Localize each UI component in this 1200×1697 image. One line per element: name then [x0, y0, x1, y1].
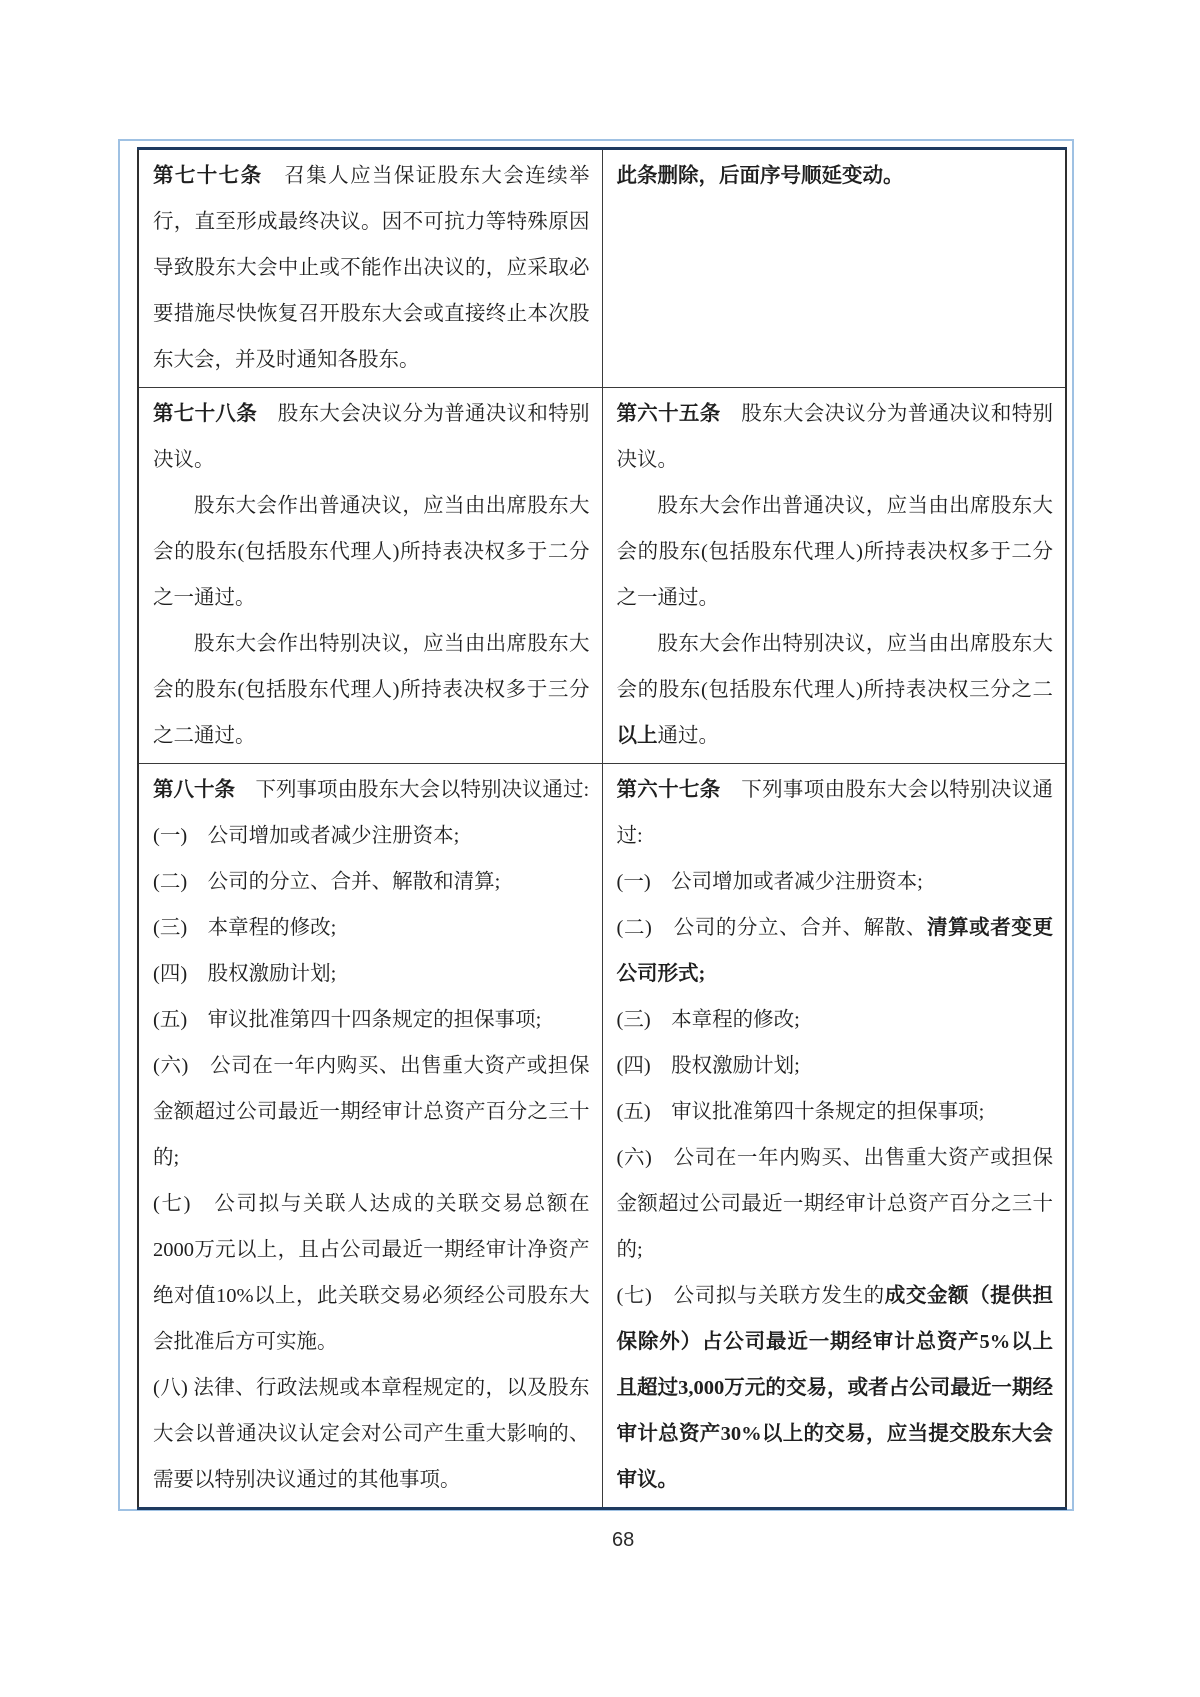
text-segment: 股东大会决议分为普通决议和特别决议。 [153, 403, 590, 471]
text-segment: (四) 股权激励计划; [153, 963, 337, 985]
text-segment: (五) 审议批准第四十四条规定的担保事项; [153, 1009, 542, 1031]
text-segment: 下列事项由股东大会以特别决议通过: [235, 779, 590, 801]
text-segment-bold: 清算或者变更公司形式; [616, 917, 1054, 985]
text-segment: 召集人应当保证股东大会连续举行，直至形成最终决议。因不可抗力等特殊原因导致股东大会中止或不能作出决议的，应采取必要措施尽快恢复召开股东大会或直接终止本次股东大会，并及时通知各股东。 [153, 165, 590, 371]
text-segment-bold: 第八十条 [153, 779, 235, 801]
text-segment: (一) 公司增加或者减少注册资本; [153, 825, 460, 847]
clause-paragraph [153, 813, 590, 859]
text-segment: (二) 公司的分立、合并、解散和清算; [153, 871, 501, 893]
clause-paragraph [153, 1365, 590, 1503]
text-segment: (一) 公司增加或者减少注册资本; [616, 871, 923, 893]
text-segment: 通过。 [657, 725, 719, 747]
new-clause-cell [602, 149, 1066, 388]
page-border-box [118, 139, 1074, 1511]
clause-paragraph [153, 391, 590, 483]
text-segment: (三) 本章程的修改; [616, 1009, 800, 1031]
clause-paragraph [153, 483, 590, 621]
clause-paragraph [617, 859, 1054, 905]
table-row [138, 149, 1066, 388]
text-segment: (四) 股权激励计划; [616, 1055, 800, 1077]
text-segment-bold: 第六十五条 [616, 403, 721, 425]
clause-paragraph [153, 1181, 590, 1365]
clause-paragraph [617, 621, 1054, 759]
clause-paragraph [153, 767, 590, 813]
clause-paragraph [153, 859, 590, 905]
clause-paragraph [617, 905, 1054, 997]
clause-paragraph [617, 1043, 1054, 1089]
old-clause-cell [138, 388, 602, 764]
text-segment: 股东大会决议分为普通决议和特别决议。 [616, 403, 1053, 471]
clause-paragraph [617, 767, 1054, 859]
text-segment: (八) 法律、行政法规或本章程规定的，以及股东大会以普通决议认定会对公司产生重大影响的、需要以特别决议通过的其他事项。 [153, 1377, 590, 1491]
clause-paragraph [617, 483, 1054, 621]
page-number: 68 [612, 1529, 635, 1551]
text-segment: (三) 本章程的修改; [153, 917, 337, 939]
text-segment: (二) 公司的分立、合并、解散、 [616, 917, 927, 939]
text-segment: 股东大会作出普通决议，应当由出席股东大会的股东(包括股东代理人)所持表决权多于二分之一通过。 [616, 495, 1053, 609]
clause-paragraph [617, 1273, 1054, 1503]
clause-paragraph [153, 905, 590, 951]
clause-paragraph [153, 951, 590, 997]
comparison-table-body [138, 149, 1066, 1509]
clause-paragraph [617, 1089, 1054, 1135]
text-segment: (七) 公司拟与关联人达成的关联交易总额在2000万元以上，且占公司最近一期经审计净资产绝对值10%以上，此关联交易必须经公司股东大会批准后方可实施。 [153, 1193, 590, 1353]
new-clause-cell [602, 388, 1066, 764]
text-segment-bold: 第六十七条 [616, 779, 721, 801]
text-segment: (六) 公司在一年内购买、出售重大资产或担保金额超过公司最近一期经审计总资产百分之三十的; [616, 1147, 1053, 1261]
clause-paragraph [153, 621, 590, 759]
text-segment-bold: 第七十八条 [153, 403, 257, 425]
clause-paragraph [617, 391, 1054, 483]
clause-paragraph [153, 997, 590, 1043]
text-segment: 下列事项由股东大会以特别决议通过: [616, 779, 1053, 847]
text-segment: 股东大会作出普通决议，应当由出席股东大会的股东(包括股东代理人)所持表决权多于二分之一通过。 [153, 495, 590, 609]
new-clause-cell [602, 764, 1066, 1509]
text-segment-bold: 成交金额（提供担保除外）占公司最近一期经审计总资产5%以上且超过3,000万元的交易，或者占公司最近一期经审计总资产30%以上的交易，应当提交股东大会审议。 [616, 1285, 1053, 1491]
clause-paragraph [617, 153, 1054, 199]
old-clause-cell [138, 149, 602, 388]
text-segment-bold: 以上 [616, 725, 658, 747]
table-row [138, 388, 1066, 764]
clause-paragraph [153, 1043, 590, 1181]
old-clause-cell [138, 764, 602, 1509]
text-segment: (六) 公司在一年内购买、出售重大资产或担保金额超过公司最近一期经审计总资产百分之三十的; [153, 1055, 590, 1169]
text-segment-bold: 此条删除，后面序号顺延变动。 [616, 165, 904, 187]
table-row [138, 764, 1066, 1509]
text-segment-bold: 第七十七条 [153, 165, 263, 187]
text-segment: (五) 审议批准第四十条规定的担保事项; [616, 1101, 985, 1123]
text-segment: 股东大会作出特别决议，应当由出席股东大会的股东(包括股东代理人)所持表决权三分之二 [616, 633, 1053, 701]
text-segment: 股东大会作出特别决议，应当由出席股东大会的股东(包括股东代理人)所持表决权多于三分之二通过。 [153, 633, 590, 747]
clause-paragraph [617, 1135, 1054, 1273]
comparison-table [137, 147, 1067, 1510]
text-segment: (七) 公司拟与关联方发生的 [616, 1285, 885, 1307]
clause-paragraph [617, 997, 1054, 1043]
clause-paragraph [153, 153, 590, 383]
